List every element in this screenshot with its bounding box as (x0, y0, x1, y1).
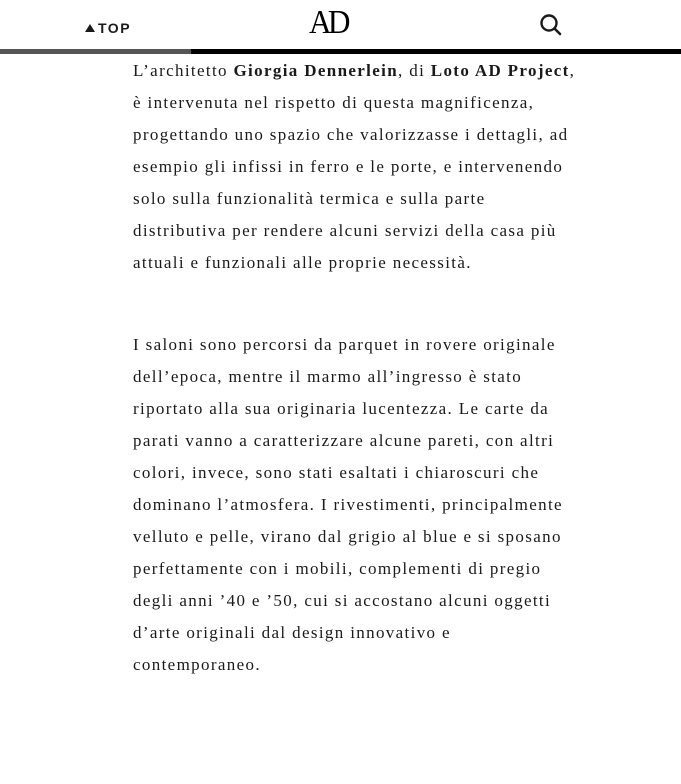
arrow-up-triangle-icon (85, 24, 95, 32)
architect-name: Giorgia Dennerlein (233, 61, 399, 80)
paragraph-text: , di (398, 61, 431, 80)
back-to-top-button[interactable] (85, 20, 131, 36)
article-paragraph: I saloni sono percorsi da parquet in rovere originale dell’epoca, mentre il marmo all’ingresso è stato riportato alla sua originaria lucentezza. Le carte da parati vanno a caratterizzare alcune pareti, con altri colori, invece, sono stati esaltati i chiaroscuri che dominano l’atmosfera. I rivestimenti, principalmente velluto e pelle, virano dal grigio al blue e si sposano perfettamente con i mobili, complementi di pregio degli anni ’40 e ’50, cui si accostano alcuni oggetti d’arte originali dal design innovativo e contemporaneo. (133, 335, 563, 674)
search-icon (538, 12, 564, 38)
studio-name: Loto AD Project (430, 61, 570, 80)
reading-progress-fill (0, 49, 191, 54)
site-header (0, 0, 681, 50)
article-body (133, 55, 583, 681)
search-button[interactable] (538, 12, 564, 38)
back-to-top-label: TOP (98, 20, 132, 36)
article-paragraph (133, 55, 583, 279)
reading-progress-remaining (191, 49, 681, 54)
paragraph-text: , è intervenuta nel rispetto di questa magnificenza, progettando uno spazio che valorizzasse i dettagli, ad esempio gli infissi in ferro e le porte, e intervenendo solo sulla funzionalità termica e sulla parte distributiva per rendere alcuni servizi della casa più attuali e funzionali alle proprie necessità. (133, 61, 576, 272)
ad-logo[interactable]: AD (309, 4, 347, 41)
reading-progress-bar (0, 49, 681, 54)
paragraph-text: L’architetto (133, 61, 234, 80)
